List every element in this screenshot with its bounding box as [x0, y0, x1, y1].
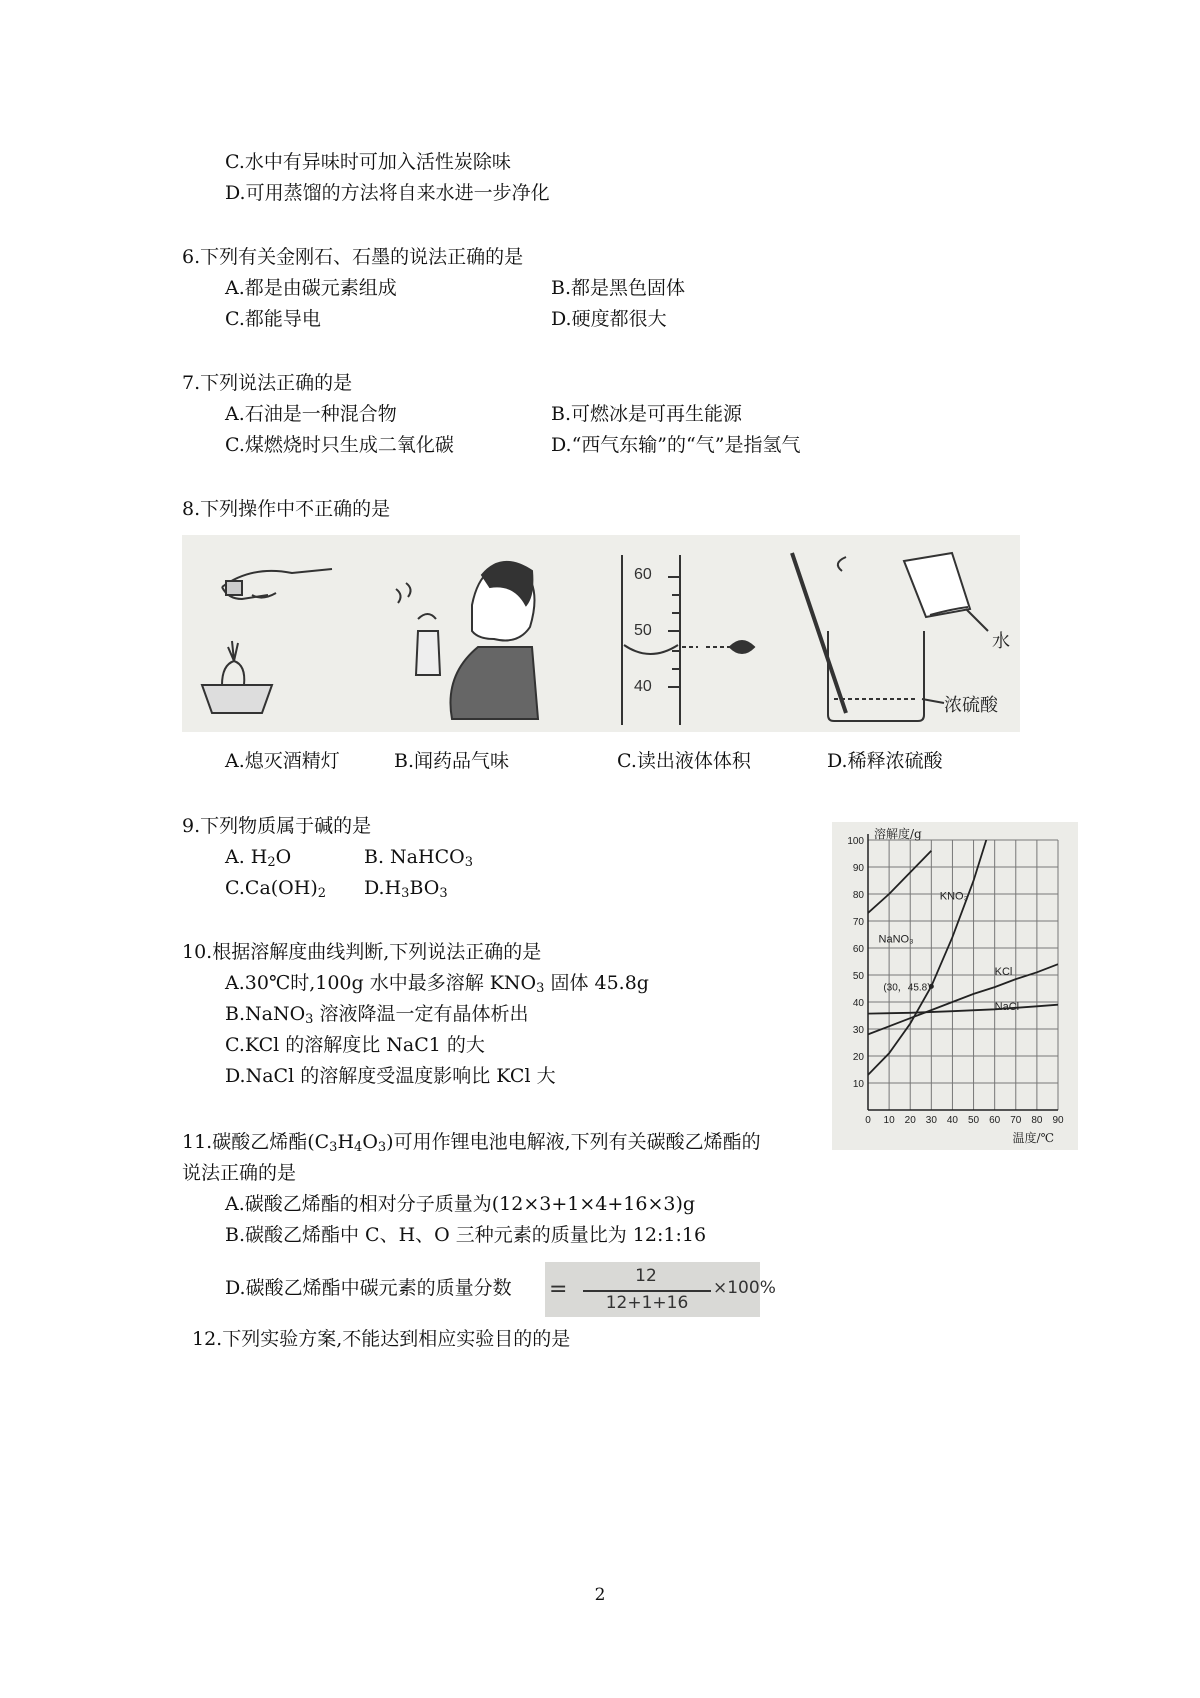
q7-option-d: D.“西气东输”的“气”是指氢气 — [551, 434, 801, 456]
x-tick-label: 50 — [967, 1115, 980, 1126]
q10-option-b: B.NaNO$_3$ 溶液降温一定有晶体析出 — [225, 1003, 529, 1027]
series-label-kno3: KNO₃ — [939, 890, 969, 903]
x-tick-label: 70 — [1010, 1115, 1022, 1126]
mass-fraction-formula — [545, 1262, 776, 1317]
cylinder-label-50: 50 — [634, 622, 652, 639]
series-label-kcl: KCl — [994, 966, 1013, 978]
q8-option-d: D.稀释浓硫酸 — [827, 750, 943, 772]
y-tick-label: 70 — [852, 917, 864, 928]
q6-option-c: C.都能导电 — [225, 308, 321, 330]
series-line-nano3 — [868, 851, 931, 913]
fraction-bar — [583, 1290, 711, 1292]
chart-labels — [847, 826, 1064, 1145]
x-tick-label: 60 — [989, 1115, 1001, 1126]
q8-option-b: B.闻药品气味 — [394, 750, 510, 772]
lab-operations-drawing — [182, 535, 1020, 732]
q9-option-c: $C.Ca(OH)_2$ — [225, 877, 327, 901]
y-axis-title: 溶解度/g — [874, 827, 922, 841]
q9-option-b: B. NaHCO$_3$ — [364, 846, 473, 870]
q11-option-a: A.碳酸乙烯酯的相对分子质量为(12×3+1×4+16×3)g — [225, 1193, 696, 1215]
formula-percent: ×100% — [713, 1278, 776, 1298]
q10-stem: 10.根据溶解度曲线判断,下列说法正确的是 — [182, 941, 542, 963]
alcohol-lamp-illustration — [202, 569, 332, 713]
formula-equals: = — [549, 1277, 568, 1302]
formula-denominator: 12+1+16 — [605, 1293, 689, 1313]
q9-option-a: A. $H_2O$ — [225, 846, 292, 870]
series-line-nacl — [868, 1005, 1058, 1014]
q5-option-c: C.水中有异味时可加入活性炭除味 — [225, 151, 511, 173]
x-tick-label: 40 — [946, 1115, 959, 1126]
q8-option-c: C.读出液体体积 — [617, 750, 751, 772]
q11-option-b: B.碳酸乙烯酯中 C、H、O 三种元素的质量比为 12:1:16 — [225, 1224, 707, 1246]
q6-option-b: B.都是黑色固体 — [551, 277, 686, 299]
q7-option-c: C.煤燃烧时只生成二氧化碳 — [225, 434, 454, 456]
q6-stem: 6.下列有关金刚石、石墨的说法正确的是 — [182, 246, 524, 268]
x-tick-label: 80 — [1031, 1115, 1043, 1126]
lab-operations-figure — [182, 535, 1020, 732]
series-label-nacl: NaCl — [994, 1001, 1020, 1014]
x-axis-title: 温度/℃ — [1012, 1131, 1054, 1145]
q9-option-d: $D.H_3BO_3$ — [364, 877, 448, 901]
page-number: 2 — [594, 1585, 606, 1605]
x-tick-label: 90 — [1052, 1115, 1064, 1126]
q9-stem: 9.下列物质属于碱的是 — [182, 815, 372, 837]
y-tick-label: 50 — [852, 971, 864, 982]
cylinder-label-40: 40 — [634, 678, 652, 695]
formula-numerator: 12 — [635, 1266, 657, 1286]
y-tick-label: 30 — [852, 1025, 864, 1036]
y-tick-label: 80 — [852, 890, 864, 901]
water-label: 水 — [992, 631, 1010, 652]
y-tick-label: 10 — [852, 1079, 864, 1090]
q8-stem: 8.下列操作中不正确的是 — [182, 498, 391, 520]
series-label-nano3: NaNO₃ — [878, 933, 914, 946]
y-tick-label: 40 — [852, 998, 864, 1009]
x-tick-label: 10 — [883, 1115, 895, 1126]
annotation-label: (30，45.8) — [883, 982, 931, 994]
q6-option-a: A.都是由碳元素组成 — [225, 277, 397, 299]
x-tick-label: 30 — [925, 1115, 937, 1126]
chart-grid — [868, 834, 1058, 1110]
cylinder-label-60: 60 — [634, 566, 652, 583]
q12-stem: 12.下列实验方案,不能达到相应实验目的的是 — [192, 1328, 571, 1350]
q10-option-d: D.NaCl 的溶解度受温度影响比 KCl 大 — [225, 1065, 556, 1087]
solubility-chart — [832, 822, 1078, 1150]
q11-stem: 11.碳酸乙烯酯$(C_3H_4O_3)$可用作锂电池电解液,下列有关碳酸乙烯酯的 — [182, 1131, 761, 1155]
q11-option-d: D.碳酸乙烯酯中碳元素的质量分数 — [225, 1277, 512, 1299]
x-tick-label: 20 — [904, 1115, 916, 1126]
acid-label: 浓硫酸 — [944, 695, 998, 716]
y-tick-label: 100 — [847, 836, 864, 847]
q5-option-d: D.可用蒸馏的方法将自来水进一步净化 — [225, 182, 550, 204]
x-tick-label: 0 — [865, 1115, 871, 1126]
q11-stem-line2: 说法正确的是 — [182, 1162, 297, 1184]
q7-option-a: A.石油是一种混合物 — [225, 403, 397, 425]
y-tick-label: 90 — [852, 863, 864, 874]
q10-option-a: A.30℃时,100g 水中最多溶解 $KNO_3$ 固体 45.8g — [225, 972, 649, 996]
q6-option-d: D.硬度都很大 — [551, 308, 667, 330]
child-smelling-illustration — [396, 562, 538, 719]
solubility-chart-svg — [832, 822, 1078, 1150]
y-tick-label: 20 — [852, 1052, 864, 1063]
q8-option-a: A.熄灭酒精灯 — [225, 750, 340, 772]
y-tick-label: 60 — [852, 944, 864, 955]
q7-stem: 7.下列说法正确的是 — [182, 372, 353, 394]
q7-option-b: B.可燃冰是可再生能源 — [551, 403, 743, 425]
q10-option-c: C.KCl 的溶解度比 NaC1 的大 — [225, 1034, 485, 1056]
